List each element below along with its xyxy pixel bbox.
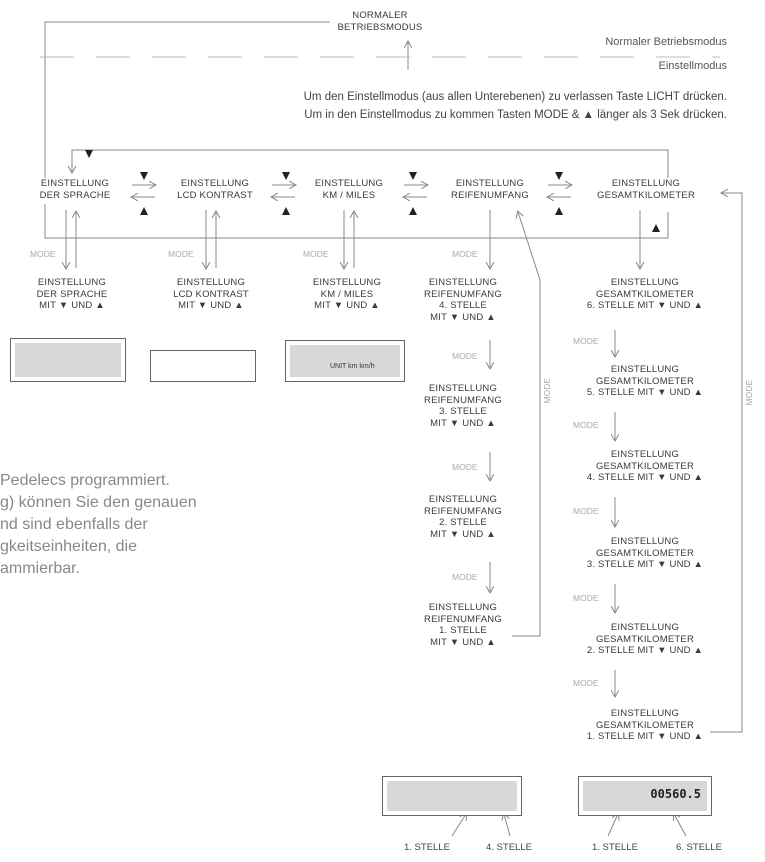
mode-label: MODE bbox=[168, 249, 194, 259]
mode-label-vertical: MODE bbox=[542, 378, 552, 404]
lcd-display-kontrast bbox=[150, 350, 256, 382]
tire-step-3: EINSTELLUNG REIFENUMFANG 3. STELLE MIT ▼ UND ▲ bbox=[424, 383, 502, 429]
odo-step-5: EINSTELLUNG GESAMTKILOMETER 5. STELLE MIT ▼ UND ▲ bbox=[586, 364, 704, 398]
description-line: nd sind ebenfalls der bbox=[0, 516, 148, 533]
legend-setting-mode: Einstellmodus bbox=[658, 60, 727, 72]
mode-label: MODE bbox=[573, 678, 599, 688]
lcd-display-sprache bbox=[10, 338, 126, 382]
tire-last-digit-label: 4. STELLE bbox=[486, 842, 532, 853]
description-line: ammierbar. bbox=[0, 560, 81, 577]
odo-first-digit-label: 1. STELLE bbox=[592, 842, 638, 853]
odometer-value: 00560.5 bbox=[650, 787, 701, 801]
description-text bbox=[0, 470, 197, 580]
lcd-display-tire bbox=[382, 776, 522, 816]
odo-step-3: EINSTELLUNG GESAMTKILOMETER 3. STELLE MIT ▼ UND ▲ bbox=[586, 536, 704, 570]
tire-first-digit-label: 1. STELLE bbox=[404, 842, 450, 853]
mode-label: MODE bbox=[452, 249, 478, 259]
normal-mode-title: NORMALER BETRIEBSMODUS bbox=[337, 10, 423, 33]
node-lcd-kontrast: EINSTELLUNG LCD KONTRAST bbox=[177, 178, 253, 201]
tire-step-2: EINSTELLUNG REIFENUMFANG 2. STELLE MIT ▼ UND ▲ bbox=[424, 494, 502, 540]
legend-normal-mode: Normaler Betriebsmodus bbox=[605, 36, 727, 48]
sub-sprache: EINSTELLUNG DER SPRACHE MIT ▼ UND ▲ bbox=[36, 277, 108, 311]
odo-step-2: EINSTELLUNG GESAMTKILOMETER 2. STELLE MIT ▼ UND ▲ bbox=[586, 622, 704, 656]
mode-label: MODE bbox=[452, 462, 478, 472]
odo-step-6: EINSTELLUNG GESAMTKILOMETER 6. STELLE MIT ▼ UND ▲ bbox=[586, 277, 704, 311]
tire-step-4: EINSTELLUNG REIFENUMFANG 4. STELLE MIT ▼ UND ▲ bbox=[424, 277, 502, 323]
sub-lcd-kontrast: EINSTELLUNG LCD KONTRAST MIT ▼ UND ▲ bbox=[173, 277, 249, 311]
mode-label: MODE bbox=[573, 336, 599, 346]
mode-label-vertical: MODE bbox=[744, 380, 754, 406]
node-gesamtkilometer: EINSTELLUNG GESAMTKILOMETER bbox=[596, 178, 695, 201]
odo-last-digit-label: 6. STELLE bbox=[676, 842, 722, 853]
description-line: g) können Sie den genauen bbox=[0, 494, 197, 511]
tire-step-1: EINSTELLUNG REIFENUMFANG 1. STELLE MIT ▼ UND ▲ bbox=[424, 602, 502, 648]
mode-label: MODE bbox=[573, 593, 599, 603]
odo-step-4: EINSTELLUNG GESAMTKILOMETER 4. STELLE MIT ▼ UND ▲ bbox=[586, 449, 704, 483]
mode-label: MODE bbox=[452, 351, 478, 361]
info-exit-line: Um den Einstellmodus (aus allen Unterebenen) zu verlassen Taste LICHT drücken. bbox=[303, 91, 727, 103]
node-reifenumfang: EINSTELLUNG REIFENUMFANG bbox=[451, 178, 529, 201]
info-enter-line: Um in den Einstellmodus zu kommen Tasten MODE & ▲ länger als 3 Sek drücken. bbox=[304, 109, 727, 121]
sub-km-miles: EINSTELLUNG KM / MILES MIT ▼ UND ▲ bbox=[312, 277, 382, 311]
lcd-unit-text: UNIT km km/h bbox=[330, 363, 375, 370]
node-sprache: EINSTELLUNG DER SPRACHE bbox=[39, 178, 111, 201]
mode-label: MODE bbox=[573, 420, 599, 430]
description-line: gkeitseinheiten, die bbox=[0, 538, 137, 555]
description-line: Pedelecs programmiert. bbox=[0, 472, 170, 489]
mode-label: MODE bbox=[30, 249, 56, 259]
mode-label: MODE bbox=[452, 572, 478, 582]
node-km-miles: EINSTELLUNG KM / MILES bbox=[314, 178, 384, 201]
mode-label: MODE bbox=[303, 249, 329, 259]
odo-step-1: EINSTELLUNG GESAMTKILOMETER 1. STELLE MIT ▼ UND ▲ bbox=[586, 708, 704, 742]
mode-label: MODE bbox=[573, 506, 599, 516]
lcd-display-odometer bbox=[578, 776, 712, 816]
lcd-display-units bbox=[285, 340, 405, 382]
